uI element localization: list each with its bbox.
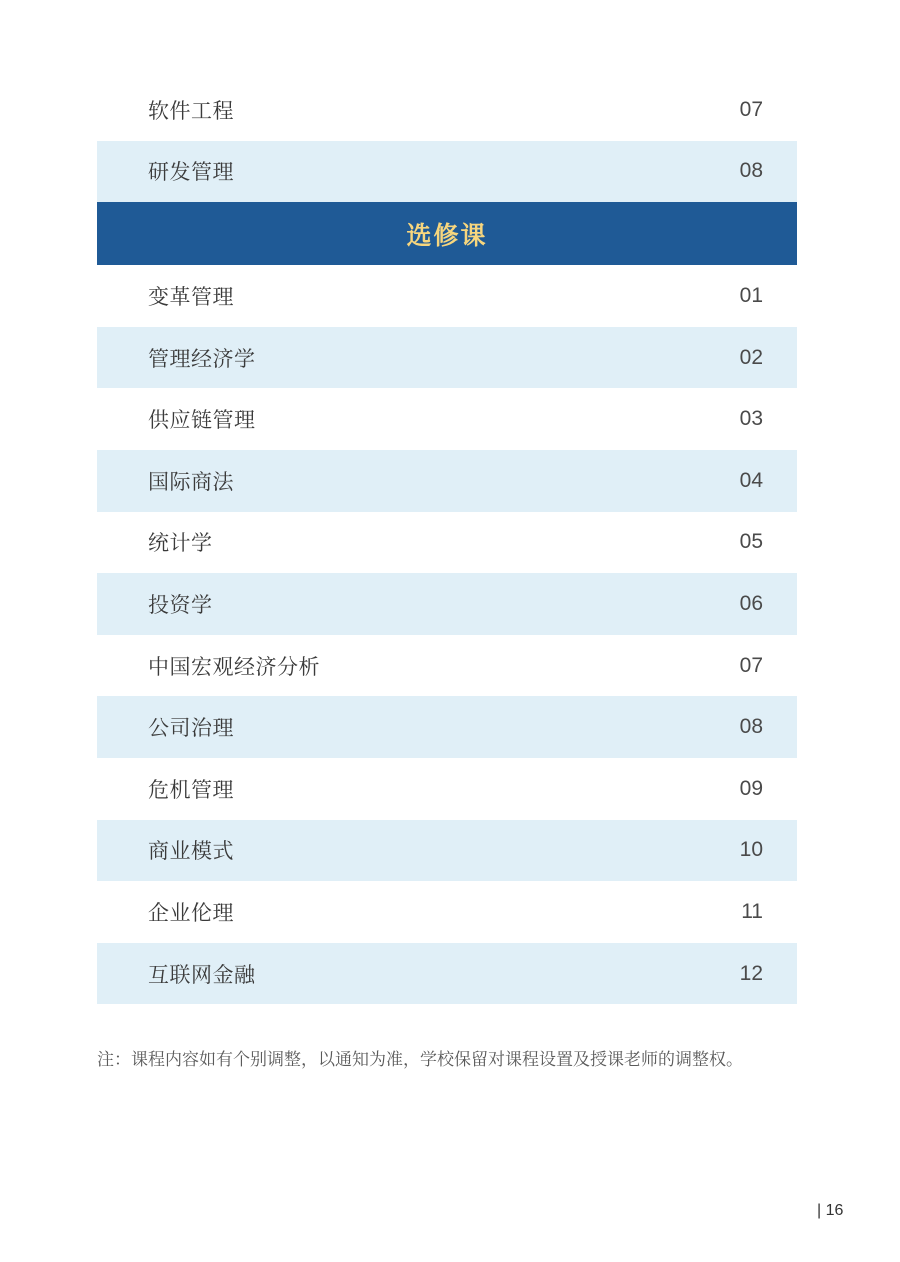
course-name: 商业模式 — [148, 839, 234, 864]
course-name: 中国宏观经济分析 — [148, 654, 320, 679]
course-number: 07 — [739, 97, 763, 121]
course-row — [97, 696, 797, 758]
required-course-list — [97, 79, 797, 202]
course-row — [97, 820, 797, 882]
course-name: 互联网金融 — [148, 962, 256, 987]
course-name: 危机管理 — [148, 777, 234, 802]
course-number: 03 — [739, 407, 763, 431]
page-number: | 16 — [817, 1202, 844, 1219]
course-name: 企业伦理 — [148, 900, 234, 925]
course-number: 10 — [739, 838, 763, 862]
course-number: 08 — [739, 715, 763, 739]
elective-section-header: 选修课 — [97, 202, 797, 265]
course-row — [97, 635, 797, 697]
course-name: 国际商法 — [148, 469, 234, 494]
course-row — [97, 943, 797, 1005]
course-name: 统计学 — [148, 531, 213, 556]
course-row — [97, 450, 797, 512]
elective-course-list — [97, 265, 797, 1004]
course-number: 05 — [739, 530, 763, 554]
course-name: 研发管理 — [148, 160, 234, 185]
course-row — [97, 265, 797, 327]
course-name: 管理经济学 — [148, 346, 256, 371]
course-name: 供应链管理 — [148, 408, 256, 433]
course-name: 投资学 — [148, 592, 213, 617]
course-name: 变革管理 — [148, 284, 234, 309]
course-row — [97, 141, 797, 203]
course-row — [97, 388, 797, 450]
course-number: 07 — [739, 653, 763, 677]
course-number: 09 — [739, 776, 763, 800]
course-number: 12 — [739, 961, 763, 985]
course-number: 11 — [741, 899, 763, 923]
course-row — [97, 758, 797, 820]
course-number: 01 — [739, 283, 763, 307]
course-row — [97, 881, 797, 943]
course-name: 公司治理 — [148, 716, 234, 741]
course-row — [97, 573, 797, 635]
course-row — [97, 79, 797, 141]
course-number: 06 — [739, 591, 763, 615]
course-number: 08 — [739, 159, 763, 183]
course-row — [97, 327, 797, 389]
course-number: 02 — [739, 345, 763, 369]
course-number: 04 — [739, 468, 763, 492]
course-row — [97, 512, 797, 574]
footnote: 注：课程内容如有个别调整，以通知为准，学校保留对课程设置及授课老师的调整权。 — [97, 1050, 743, 1070]
course-table — [97, 79, 797, 1004]
course-name: 软件工程 — [148, 98, 234, 123]
